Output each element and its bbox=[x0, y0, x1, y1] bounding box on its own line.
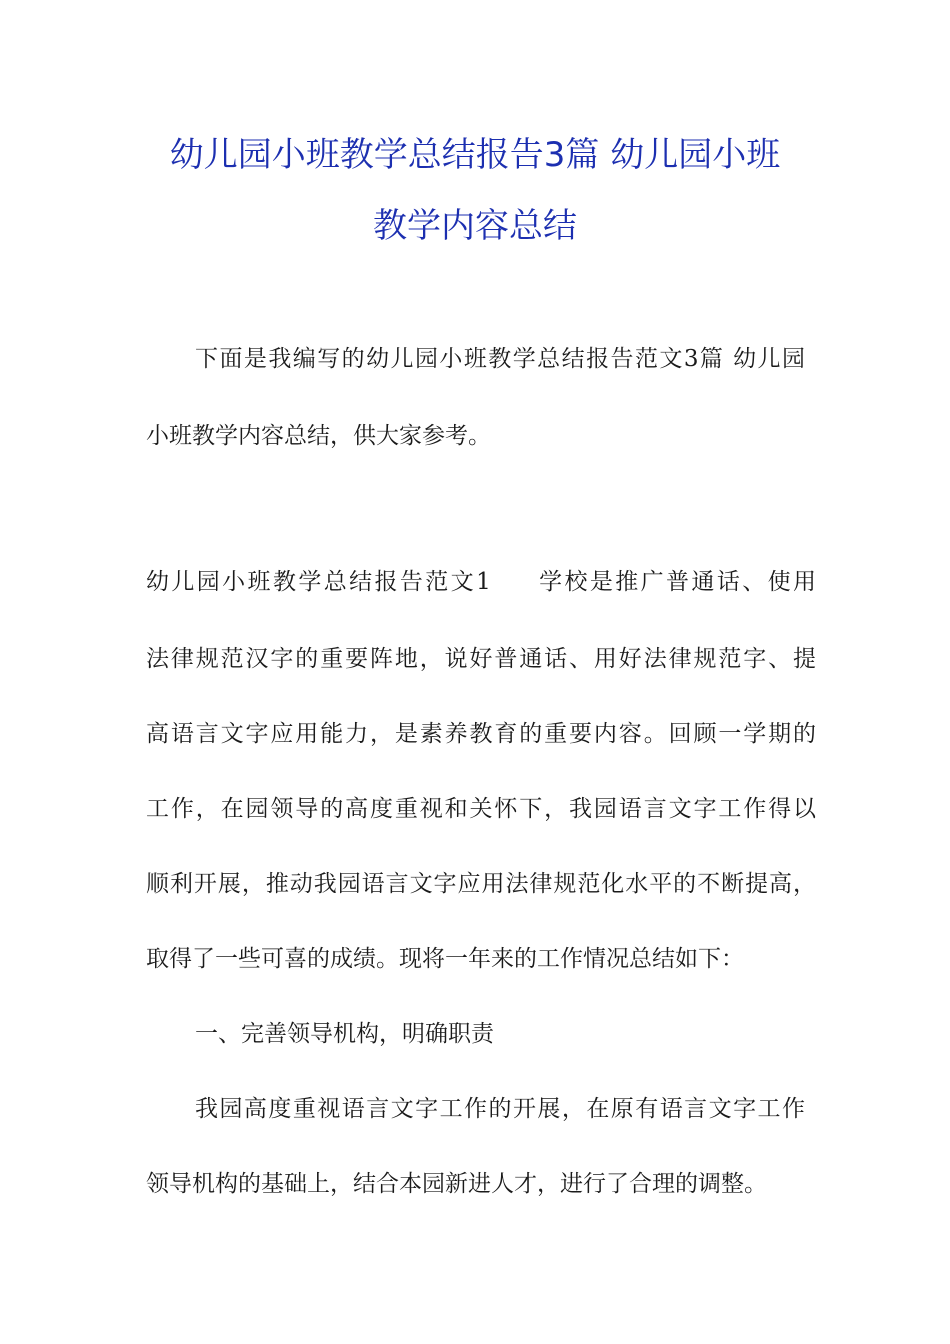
document-title-line-2: 教学内容总结 bbox=[373, 206, 577, 246]
section-1-line-4: 工作，在园领导的高度重视和关怀下，我园语言文字工作得以 bbox=[146, 796, 816, 822]
section-1-heading: 幼儿园小班教学总结报告范文1 bbox=[146, 569, 491, 595]
section-1-line-6: 取得了一些可喜的成绩。现将一年来的工作情况总结如下： bbox=[146, 946, 744, 972]
document-title-line-1: 幼儿园小班教学总结报告3篇 幼儿园小班 bbox=[169, 135, 781, 175]
section-1-line-1-text: 学校是推广普通话、使用 bbox=[536, 569, 816, 595]
section-1-line-3: 高语言文字应用能力，是素养教育的重要内容。回顾一学期的 bbox=[146, 721, 816, 747]
subsection-1-line-1: 我园高度重视语言文字工作的开展，在原有语言文字工作 bbox=[195, 1096, 805, 1122]
section-1-first-line bbox=[146, 566, 816, 598]
subsection-1-heading: 一、完善领导机构，明确职责 bbox=[195, 1021, 494, 1047]
intro-paragraph-line-2: 小班教学内容总结，供大家参考。 bbox=[146, 423, 491, 449]
intro-paragraph-line-1: 下面是我编写的幼儿园小班教学总结报告范文3篇 幼儿园 bbox=[195, 346, 805, 372]
section-1-line-5: 顺利开展，推动我园语言文字应用法律规范化水平的不断提高， bbox=[146, 871, 816, 897]
section-1-line-2: 法律规范汉字的重要阵地，说好普通话、用好法律规范字、提 bbox=[146, 646, 816, 672]
subsection-1-line-2: 领导机构的基础上，结合本园新进人才，进行了合理的调整。 bbox=[146, 1171, 767, 1197]
